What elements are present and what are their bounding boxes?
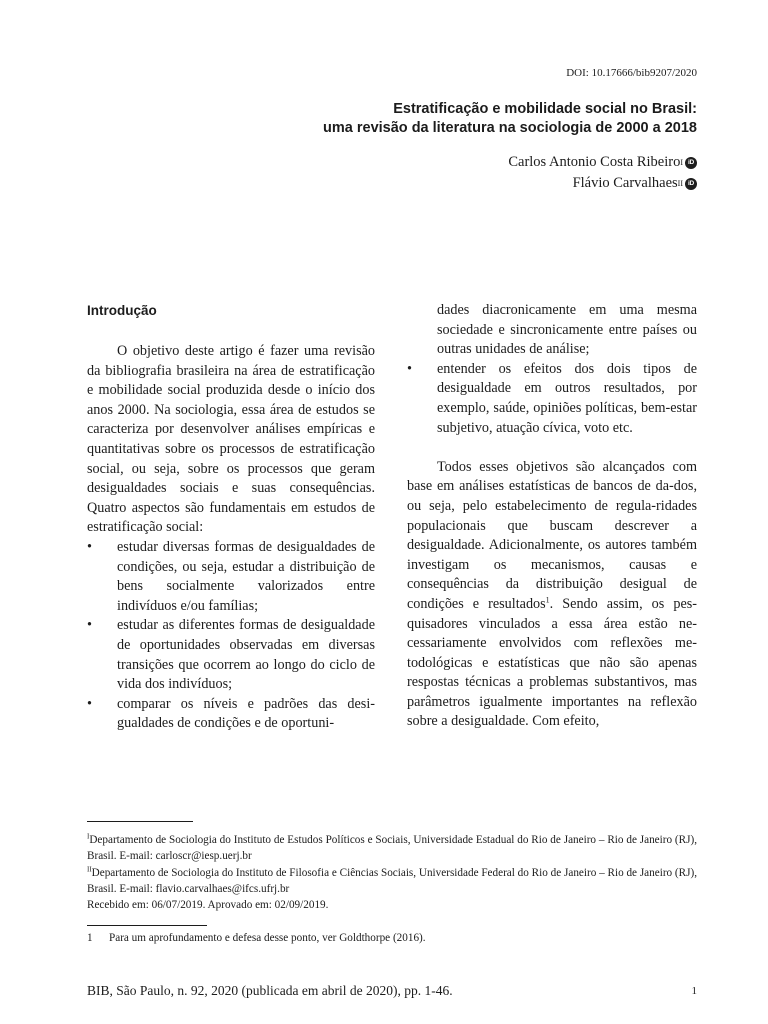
paragraph-text: Todos esses objetivos são alcançados com base em análises estatísticas de bancos de da-dos, ou seja, pelo estabelecimento de regula-ridades populacionais que buscam descrever a desigualdade. Adicionalmente, os autores também investigam os mecanismos, causas e consequências da distribuição desigual de condições e resultados — [407, 458, 697, 612]
footnote-text: Para um aprofundamento e defesa desse ponto, ver Goldthorpe (2016). — [109, 932, 426, 944]
author-2-name: Flávio Carvalhaes — [572, 175, 678, 191]
orcid-icon[interactable]: iD — [685, 157, 697, 169]
affiliation-divider — [87, 821, 193, 822]
list-item-continuation: dades diacronicamente em uma mesma sociedade e sincronicamente entre países ou outras unidades de análise; — [437, 302, 697, 358]
section-heading: Introdução — [87, 303, 157, 318]
list-item: • estudar as diferentes formas de desigualdade de oportunidades observadas em diversas transições que ocorrem ao longo do ciclo de vida dos indivíduos; — [87, 616, 375, 694]
author-1-name: Carlos Antonio Costa Ribeiro — [508, 154, 681, 170]
list-item: • estudar diversas formas de desigualdades de condições, ou seja, estudar a distribuição de bens socialmente valorizados entre indivíduos e/ou famílias; — [87, 538, 375, 616]
journal-citation: BIB, São Paulo, n. 92, 2020 (publicada em abril de 2020), pp. 1-46. — [87, 983, 453, 998]
list-item: • comparar os níveis e padrões das desi-gualdades de condições e de oportuni- — [87, 695, 375, 734]
title-line-2: uma revisão da literatura na sociologia de 2000 a 2018 — [323, 120, 697, 136]
footnote-divider — [87, 925, 207, 926]
left-column — [87, 342, 375, 734]
title-line-1: Estratificação e mobilidade social no Brasil: — [393, 101, 697, 117]
affiliation-1 — [87, 832, 697, 865]
right-column — [407, 301, 697, 732]
received-dates: Recebido em: 06/07/2019. Aprovado em: 02/09/2019. — [87, 899, 329, 912]
article-title — [323, 100, 697, 138]
author-1: Carlos Antonio Costa Ribeiro I iD — [508, 154, 697, 171]
list-item: • entender os efeitos dos dois tipos de desigualdade em outros resultados, por exemplo, saúde, opiniões políticas, bem-estar subjetivo, atuação cívica, voto etc. — [407, 360, 697, 438]
affiliation-text: Departamento de Sociologia do Instituto de Estudos Políticos e Sociais, Universidade Estadual do Rio de Janeiro – Rio de Janeiro (RJ), Brasil. E-mail: carloscr@iesp.uerj.br — [87, 834, 697, 863]
orcid-icon[interactable]: iD — [685, 178, 697, 190]
footnote — [87, 930, 426, 946]
affiliation-mark: II — [87, 864, 92, 873]
page-number: 1 — [691, 985, 697, 997]
footnote-reference[interactable]: 1 — [545, 595, 550, 605]
bullet-list — [407, 360, 697, 438]
bullet-list — [87, 538, 375, 734]
affiliation-mark: I — [87, 832, 90, 841]
affiliations — [87, 832, 697, 913]
footnote-number: 1 — [87, 932, 93, 944]
paragraph-text: . Sendo assim, os pes-quisadores vinculados a essa área estão ne-cessariamente envolvidos com reflexões me-todológicas e estatísticas que não são apenas respostas técnicas a problemas substantivos, mas parâmetros igualmente importantes na reflexão sobre a desigualdade. Com efeito, — [407, 595, 697, 730]
affiliation-text: Departamento de Sociologia do Instituto de Filosofia e Ciências Sociais, Universidade Federal do Rio de Janeiro – Rio de Janeiro (RJ), Brasil. E-mail: flavio.carvalhaes@ifcs.ufrj.br — [87, 866, 697, 895]
doi: DOI: 10.17666/bib9207/2020 — [566, 67, 697, 79]
author-2: Flávio Carvalhaes II iD — [573, 175, 697, 192]
affiliation-2 — [87, 865, 697, 898]
body-paragraph — [407, 458, 697, 732]
intro-paragraph: O objetivo deste artigo é fazer uma revisão da bibliografia brasileira na área de estratificação e mobilidade social produzida desde o início dos anos 2000. Na sociologia, essa área de estudos se caracteriza por desenvolver análises empíricas e quantitativas sobre os processos de estratificação social, ou seja, sobre os processos que geram desigualdades sociais e suas consequências. Quatro aspectos são fundamentais em estudos de estratificação social: — [87, 343, 375, 536]
